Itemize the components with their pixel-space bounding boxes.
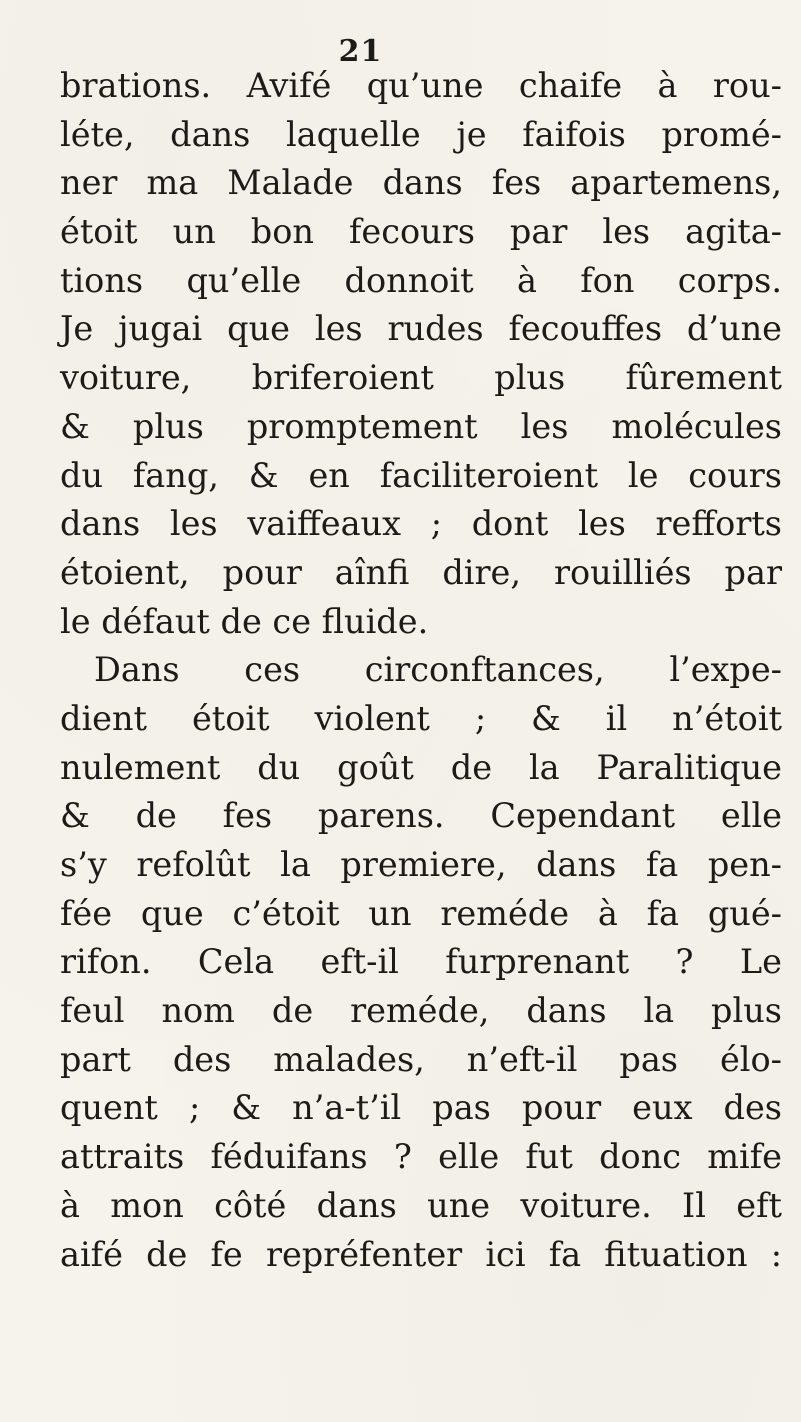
paragraph-end-line: le défaut de ce fluide. xyxy=(60,601,429,641)
text-line: du fang, & en faciliteroient le cours xyxy=(60,455,782,495)
text-line: léte, dans laquelle je faifois promé- xyxy=(60,114,782,154)
text-line: rifon. Cela eft-il furprenant ? Le xyxy=(60,942,782,982)
text-line: tions qu’elle donnoit à fon corps. xyxy=(60,260,782,300)
paragraph-start-line: Dans ces circonftances, l’expe- xyxy=(94,650,782,690)
page-number: 21 xyxy=(338,34,383,69)
text-line: aifé de fe repréfenter ici fa fituation : xyxy=(60,1234,782,1274)
text-line: fée que c’étoit un reméde à fa gué- xyxy=(60,893,782,933)
text-line: Je jugai que les rudes fecouffes d’une xyxy=(60,309,782,349)
text-line: brations. Avifé qu’une chaife à rou- xyxy=(60,66,782,105)
text-line: attraits féduifans ? elle fut donc mife xyxy=(60,1137,782,1177)
text-line: part des malades, n’eft-il pas élo- xyxy=(60,1039,782,1079)
text-line: quent ; & n’a-t’il pas pour eux des xyxy=(60,1088,782,1128)
text-line: & de fes parens. Cependant elle xyxy=(60,796,782,836)
text-line: voiture, briferoient plus fûrement xyxy=(60,358,782,398)
text-line: étoient, pour aînfi dire, rouilliés par xyxy=(60,552,782,592)
text-line: dans les vaiffeaux ; dont les refforts xyxy=(60,504,782,544)
text-line: nulement du goût de la Paralitique xyxy=(60,747,782,787)
body-text xyxy=(60,62,782,1279)
text-line: s’y refolût la premiere, dans fa pen- xyxy=(60,845,782,884)
text-line: à mon côté dans une voiture. Il eft xyxy=(60,1185,782,1225)
text-line: étoit un bon fecours par les agita- xyxy=(60,212,782,252)
text-line: & plus promptement les molécules xyxy=(60,406,782,446)
text-line: ner ma Malade dans fes apartemens, xyxy=(60,163,782,203)
text-line: feul nom de reméde, dans la plus xyxy=(60,991,782,1031)
text-line: dient étoit violent ; & il n’étoit xyxy=(60,698,782,738)
